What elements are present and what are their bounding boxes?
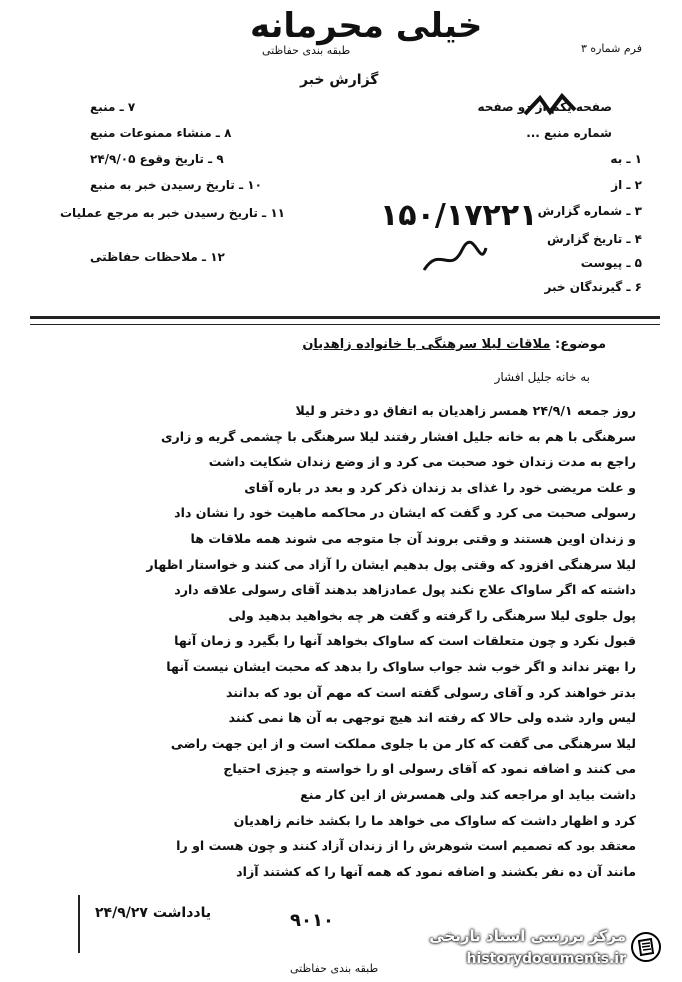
page-note: صفحه یکم از دو صفحه [477, 100, 612, 114]
field-left-5: ۱۱ ـ تاریخ رسیدن خبر به مرجع عملیات [60, 206, 285, 220]
handwritten-mark [520, 92, 580, 122]
body-line: و علت مریضی خود را غذای بد زندان ذکر کرد و بعد در باره آقای [244, 479, 636, 495]
body-line: لیلا سرهنگی افزود که وقتی پول بدهیم ایشان را آزاد می کنند و خواستار اظهار [146, 556, 636, 572]
body-line: بدتر خواهند کرد و آقای رسولی گفته است که مهم آن بود که بدانند [225, 684, 636, 700]
document-stack-icon [630, 931, 662, 963]
subject-subline: به خانه جلیل افشار [494, 370, 590, 384]
field-right-1: ۱ ـ به [610, 152, 642, 166]
body-line: معتقد بود که تصمیم است شوهرش را از زندان آزاد کنند و چون هست او را [176, 838, 636, 854]
report-body [36, 398, 636, 884]
body-line: مانند آن ده نفر بکشند و اضافه نمود که همه آنها را که کشتند آزاد [236, 863, 636, 879]
body-line: لیس وارد شده ولی حالا که رفته اند هیچ توجهی به آن ها نمی کنند [228, 710, 636, 726]
source-line: شماره منبع ... [526, 126, 612, 140]
body-line: سرهنگی با هم به خانه جلیل افشار رفتند لیلا سرهنگی با چشمی گریه و زاری [161, 428, 636, 444]
subject-label: موضوع [560, 337, 606, 352]
divider-line-thin [30, 324, 660, 325]
subject-line: موضوع: ملاقات لیلا سرهنگی با خانواده زاهدیان [302, 337, 606, 352]
body-line: پول جلوی لیلا سرهنگی را گرفته و گفت هر چه بخواهید بدهید ولی [228, 607, 636, 623]
body-line: و زندان اوین هستند و وقتی بروند آن جا متوجه می شوند همه ملاقات ها [190, 530, 636, 546]
body-line: روز جمعه ۲۴/۹/۱ همسر زاهدیان به اتفاق دو دختر و لیلا [295, 403, 636, 418]
watermark-persian: مرکز بررسی اسناد تاریخی [429, 927, 626, 945]
body-line: می کنند و اضافه نمود که آقای رسولی او را خواسته و چیزی احتیاج [223, 761, 636, 777]
field-right-5: ۵ ـ پیوست [580, 256, 642, 270]
footer-classification: طبقه بندی حفاظتی [290, 962, 379, 975]
footer-box [78, 895, 270, 953]
report-heading: گزارش خبر [300, 72, 379, 88]
field-right-4: ۴ ـ تاریخ گزارش [546, 232, 642, 246]
field-right-3: ۳ ـ شماره گزارش [537, 204, 642, 218]
field-left-2: ۸ ـ منشاء ممنوعات منبع [90, 126, 232, 140]
field-left-6: ۱۲ ـ ملاحظات حفاظتی [90, 250, 225, 264]
field-left-1: ۷ ـ منبع [90, 100, 136, 114]
field-left-3: ۹ ـ تاریخ وقوع ۲۴/۹/۰۵ [90, 152, 224, 166]
body-line: رسولی صحبت می کرد و گفت که ایشان در محاکمه ماهیت خود را نشان داد [174, 505, 636, 521]
divider-line [30, 316, 660, 319]
watermark-url[interactable]: historydocuments.ir [466, 951, 626, 967]
body-line: را بهتر نداند و اگر خوب شد جواب ساواک را بدهد که محبت ایشان نیست آنها [166, 658, 636, 674]
body-line: داشت بیاید او مراجعه کند ولی همسرش از این کار منع [300, 786, 636, 802]
body-line: داشته که اگر ساواک علاج نکند پول عمادزاهد بدهند آقای رسولی علاقه دارد [174, 582, 636, 598]
body-line: لیلا سرهنگی می گفت که کار من با جلوی مملکت است و از این جهت راضی [170, 735, 636, 751]
form-code: فرم شماره ۳ [580, 42, 642, 55]
body-line: کرد و اظهار داشت که ساواک می خواهد ما را بکشد خانم زاهدیان [233, 812, 636, 828]
subject-text: ملاقات لیلا سرهنگی با خانواده زاهدیان [302, 337, 551, 352]
serial-number: ۱۵۰/۱۷۲۲۱ [380, 198, 538, 233]
field-left-4: ۱۰ ـ تاریخ رسیدن خبر به منبع [90, 178, 262, 192]
classification-line: طبقه بندی حفاظتی [262, 44, 351, 57]
body-line: راجع به مدت زندان خود صحبت می کرد و از وضع زندان شکایت داشت [208, 454, 636, 470]
footer-note: یادداشت ۲۴/۹/۲۷ [95, 905, 212, 921]
classification-stamp: خیلی محرمانه [250, 6, 483, 46]
watermark [429, 925, 666, 975]
field-right-6: ۶ ـ گیرندگان خبر [544, 280, 642, 294]
handwritten-signature [420, 240, 490, 280]
footer-number: ۹۰۱۰ [290, 910, 334, 931]
body-line: قبول نکرد و چون متعلقات است که ساواک بخواهد آنها را بگیرد و زمان آنها [174, 633, 636, 649]
field-right-2: ۲ ـ از [611, 178, 642, 192]
